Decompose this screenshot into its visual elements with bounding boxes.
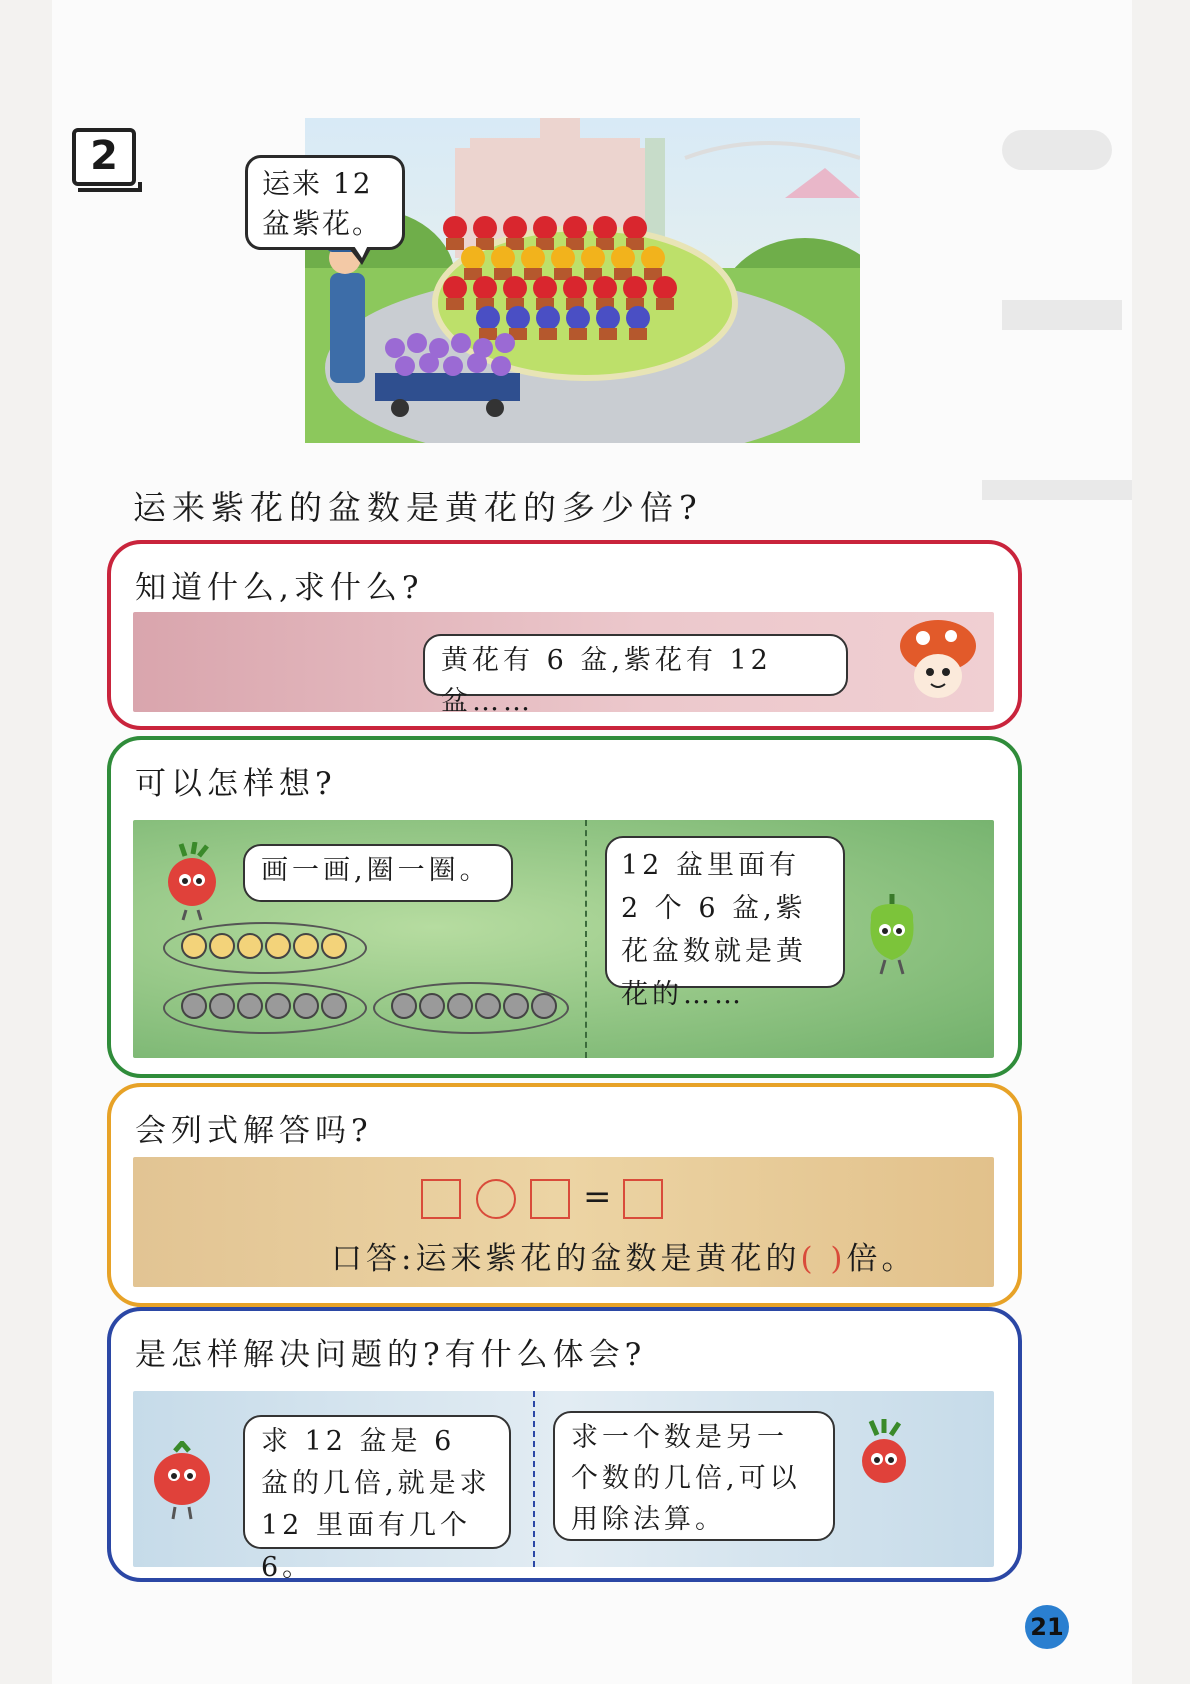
- pepper-mascot-icon: [861, 890, 923, 976]
- flower: [461, 246, 485, 270]
- flower-pot: [446, 238, 464, 250]
- section-know-ask: [107, 540, 1022, 730]
- panel-divider: [533, 1391, 535, 1567]
- equals-sign: =: [583, 1177, 612, 1217]
- flower: [641, 246, 665, 270]
- purple-flower-dot: [209, 993, 235, 1019]
- purple-flower-dot: [265, 993, 291, 1019]
- reflection-bubble-left: 求 12 盆是 6 盆的几倍,就是求 12 里面有几个 6。: [243, 1415, 511, 1549]
- flower-pot: [569, 328, 587, 340]
- yellow-flower-dot: [237, 933, 263, 959]
- flower: [593, 216, 617, 240]
- flower: [653, 276, 677, 300]
- section-title: 可以怎样想?: [135, 766, 337, 802]
- mushroom-mascot-icon: [893, 614, 983, 709]
- flower-pot: [656, 298, 674, 310]
- purple-flower-dot: [531, 993, 557, 1019]
- purple-flower-dot: [321, 993, 347, 1019]
- purple-flower-dot: [293, 993, 319, 1019]
- flower: [473, 216, 497, 240]
- purple-flower-dot: [181, 993, 207, 1019]
- flower: [623, 216, 647, 240]
- flower: [623, 276, 647, 300]
- flower: [443, 276, 467, 300]
- oral-answer: [331, 1233, 917, 1278]
- section-panel: [133, 1391, 994, 1583]
- flower: [521, 246, 545, 270]
- reflection-bubble-right: 求一个数是另一个数的几倍,可以用除法算。: [553, 1411, 835, 1541]
- yellow-flower-dot: [321, 933, 347, 959]
- section-title: 知道什么,求什么?: [135, 570, 424, 606]
- purple-flower-dot: [475, 993, 501, 1019]
- flower: [473, 276, 497, 300]
- answer-blank[interactable]: ( ): [800, 1241, 847, 1277]
- equation-blank-square[interactable]: [530, 1179, 570, 1219]
- flower: [611, 246, 635, 270]
- flower: [563, 216, 587, 240]
- section-title: 会列式解答吗?: [135, 1113, 373, 1149]
- answer-prefix: 口答:运来紫花的盆数是黄花的: [331, 1241, 801, 1277]
- problem-question: 运来紫花的盆数是黄花的多少倍?: [133, 488, 703, 527]
- flower: [563, 276, 587, 300]
- yellow-flower-dot: [209, 933, 235, 959]
- section-panel: [133, 820, 994, 1058]
- flower: [566, 306, 590, 330]
- flower: [581, 246, 605, 270]
- flower: [533, 276, 557, 300]
- known-info-bubble: 黄花有 6 盆,紫花有 12 盆……: [423, 634, 848, 696]
- flower: [443, 216, 467, 240]
- yellow-flower-dot: [293, 933, 319, 959]
- tomato-mascot-icon: [161, 842, 223, 922]
- flower: [593, 276, 617, 300]
- equation-blank-square[interactable]: [421, 1179, 461, 1219]
- section-equation: [107, 1083, 1022, 1307]
- purple-flower-dot: [391, 993, 417, 1019]
- equation-blank-circle[interactable]: [476, 1179, 516, 1219]
- section-how-think: [107, 736, 1022, 1078]
- section-panel: [133, 1157, 994, 1287]
- flower: [506, 306, 530, 330]
- flower: [476, 306, 500, 330]
- flower: [503, 216, 527, 240]
- flower-pot: [446, 298, 464, 310]
- speech-tail: [348, 247, 372, 265]
- flower: [596, 306, 620, 330]
- panel-divider: [585, 820, 587, 1058]
- problem-number-badge: 2: [72, 128, 136, 186]
- section-reflection: [107, 1307, 1022, 1582]
- page-number-badge: 21: [1025, 1605, 1069, 1649]
- flower-pot: [629, 328, 647, 340]
- tomato-mascot-icon: [147, 1441, 217, 1521]
- equation-result-square[interactable]: [623, 1179, 663, 1219]
- draw-circle-bubble: 画一画,圈一圈。: [243, 844, 513, 902]
- flower: [533, 216, 557, 240]
- flower: [626, 306, 650, 330]
- answer-suffix: 倍。: [846, 1241, 917, 1277]
- flower: [491, 246, 515, 270]
- purple-flower-dot: [237, 993, 263, 1019]
- purple-flower-dot: [447, 993, 473, 1019]
- reasoning-bubble: 12 盆里面有 2 个 6 盆,紫花盆数就是黄花的……: [605, 836, 845, 988]
- worker-speech-bubble: [245, 155, 405, 250]
- purple-flower-dot: [419, 993, 445, 1019]
- section-panel: [133, 612, 994, 717]
- flower-pot: [599, 328, 617, 340]
- flower-pot: [539, 328, 557, 340]
- radish-mascot-icon: [853, 1419, 915, 1499]
- flower: [551, 246, 575, 270]
- purple-flower-dot: [503, 993, 529, 1019]
- flower: [503, 276, 527, 300]
- section-title: 是怎样解决问题的?有什么体会?: [135, 1337, 647, 1373]
- yellow-flower-dot: [181, 933, 207, 959]
- yellow-flower-dot: [265, 933, 291, 959]
- speech-text: 运来 12 盆紫花。: [262, 167, 383, 240]
- flower: [536, 306, 560, 330]
